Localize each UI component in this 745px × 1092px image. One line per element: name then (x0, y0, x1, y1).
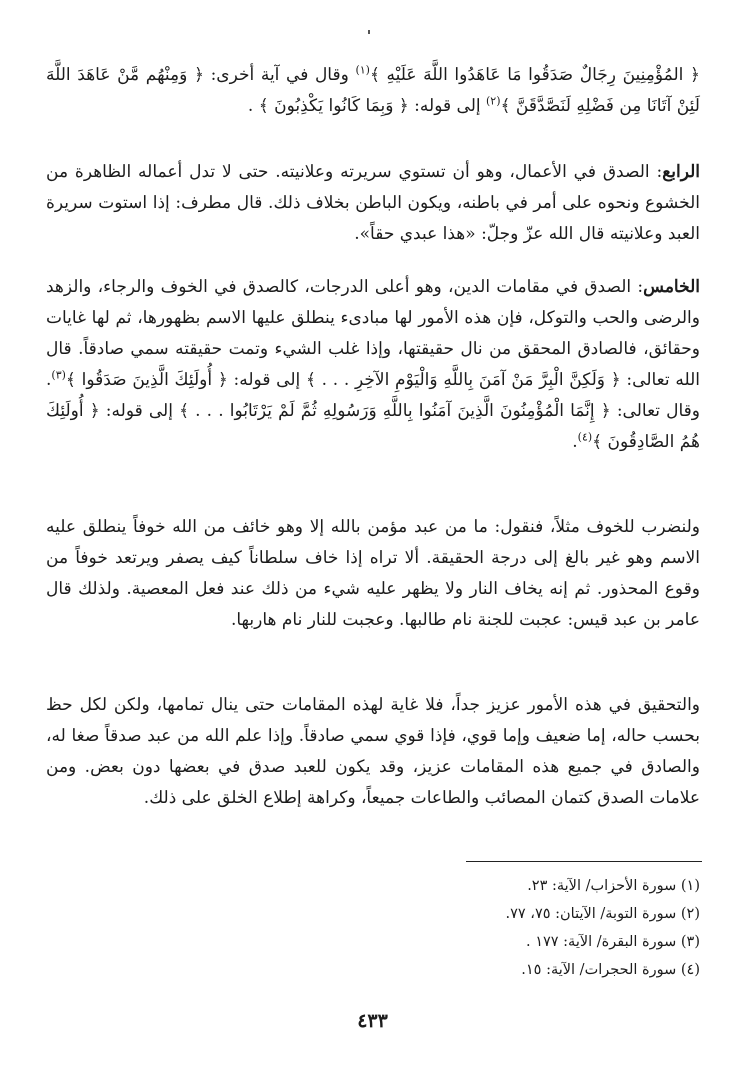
footnote-marker: (٣) (51, 368, 66, 382)
quran-verse: ﴿ المُؤْمِنِينَ رِجَالٌ صَدَقُوا مَا عَاهَدُوا اللَّهَ عَلَيْهِ ﴾ (369, 65, 700, 85)
paragraph-text: . (247, 96, 259, 116)
quran-verse: ﴿ وَلَكِنَّ الْبِرَّ مَنْ آمَنَ بِاللَّهِ وَالْيَوْمِ الآخِرِ . . . ﴾ (305, 370, 621, 390)
paragraph-text: . (572, 432, 578, 452)
paragraph-2 (46, 157, 700, 250)
footnote-2: (٢) سورة التوبة/ الآيتان: ٧٥، ٧٧. (505, 906, 700, 922)
paragraph-text: . وقال تعالى: (46, 370, 701, 421)
paragraph-text: إلى قوله: (227, 370, 306, 390)
footnote-marker: (٤) (577, 430, 593, 444)
footnote-marker: (٢) (486, 94, 501, 108)
paragraph-text: ولنضرب للخوف مثلاً، فنقول: ما من عبد مؤمن بالله إلا وهو خائف من الله خوفاً ينطلق عليه الاسم وهو غير بالغ إلى درجة الحقيقة. ألا تراه إذا خاف سلطاناً كيف يصفر ويرتعد خوفاً من وقوع المحذور. ثم إنه يخاف النار ولا يظهر عليه شيء من ذلك عند فعل المعصية. ولذلك قال عامر بن عبد قيس: عجبت للجنة نام طالبها. وعجبت للنار نام هاربها. (46, 517, 700, 630)
footnote-1: (١) سورة الأحزاب/ الآية: ٢٣. (527, 878, 700, 894)
paragraph-text: إلى قوله: (408, 96, 486, 116)
paragraph-text: وقال في آية أخرى: (203, 65, 356, 85)
footnote-marker: (١) (355, 63, 370, 77)
paragraph-text: : الصدق في الأعمال، وهو أن تستوي سريرته وعلانيته. حتى لا تدل أعماله الظاهرة من الخشوع ونحوه على أمر في باطنه، ويكون الباطن بخلاف ذلك. قال مطرف: إذا استوت سريرة العبد وعلانيته قال الله عزّ وجلّ: «هذا عبدي حقاً». (46, 162, 700, 244)
footnote-4: (٤) سورة الحجرات/ الآية: ١٥. (521, 962, 700, 978)
paragraph-3 (46, 272, 700, 458)
section-term: الرابع (662, 162, 700, 182)
section-term: الخامس (643, 277, 700, 297)
paragraph-text: : الصدق في مقامات الدين، وهو أعلى الدرجات، كالصدق في الخوف والرجاء، والزهد والرضى والحب والتوكل، فإن هذه الأمور لها مبادىء ينطلق عليها الاسم بظهورها، ثم لها غايات وحقائق، فالصادق المحقق من نال حقيقتها، وإذا غلب الشيء وتمت حقيقته سمي صادقاً. قال الله تعالى: (46, 277, 700, 390)
footnote-3: (٣) سورة البقرة/ الآية: ١٧٧ . (525, 934, 700, 950)
quran-verse: ﴿ أُولَئِكَ هُمُ الصَّادِقُونَ ﴾ (46, 401, 700, 452)
paragraph-5 (46, 690, 700, 814)
paragraph-1 (46, 60, 700, 122)
paragraph-text: والتحقيق في هذه الأمور عزيز جداً، فلا غاية لهذه المقامات حتى ينال تمامها، ولكن لكل حظ بحسب حاله، إما ضعيف وإما قوي، فإذا قوي سمي صادقاً. وإذا علم الله من عبد صدقاً صغا له، والصادق في جميع هذه المقامات عزيز، وقد يكون للعبد صدق في بعضها دون بعض. ومن علامات الصدق كتمان المصائب والطاعات جميعاً، وكراهة إطلاع الخلق على ذلك. (46, 695, 700, 808)
margin-mark (368, 30, 370, 34)
quran-verse: ﴿ أُولَئِكَ الَّذِينَ صَدَقُوا ﴾ (65, 370, 228, 390)
paragraph-text: إلى قوله: (99, 401, 180, 421)
paragraph-4 (46, 512, 700, 636)
footnotes (300, 872, 700, 984)
quran-verse: ﴿ وَبِمَا كَانُوا يَكْذِبُونَ ﴾ (258, 96, 409, 116)
page-number: ٤٣٣ (357, 1010, 388, 1032)
quran-verse: ﴿ إِنَّمَا الْمُؤْمِنُونَ الَّذِينَ آمَنُوا بِاللَّهِ وَرَسُولِهِ ثُمَّ لَمْ يَرْتَابُوا . . . ﴾ (179, 401, 611, 421)
quran-verse: ﴿ وَمِنْهُم مَّنْ عَاهَدَ اللَّهَ لَئِنْ آتَانَا مِن فَضْلِهِ لَنَصَّدَّقَنَّ ﴾ (46, 65, 700, 116)
footnote-separator (466, 861, 702, 862)
